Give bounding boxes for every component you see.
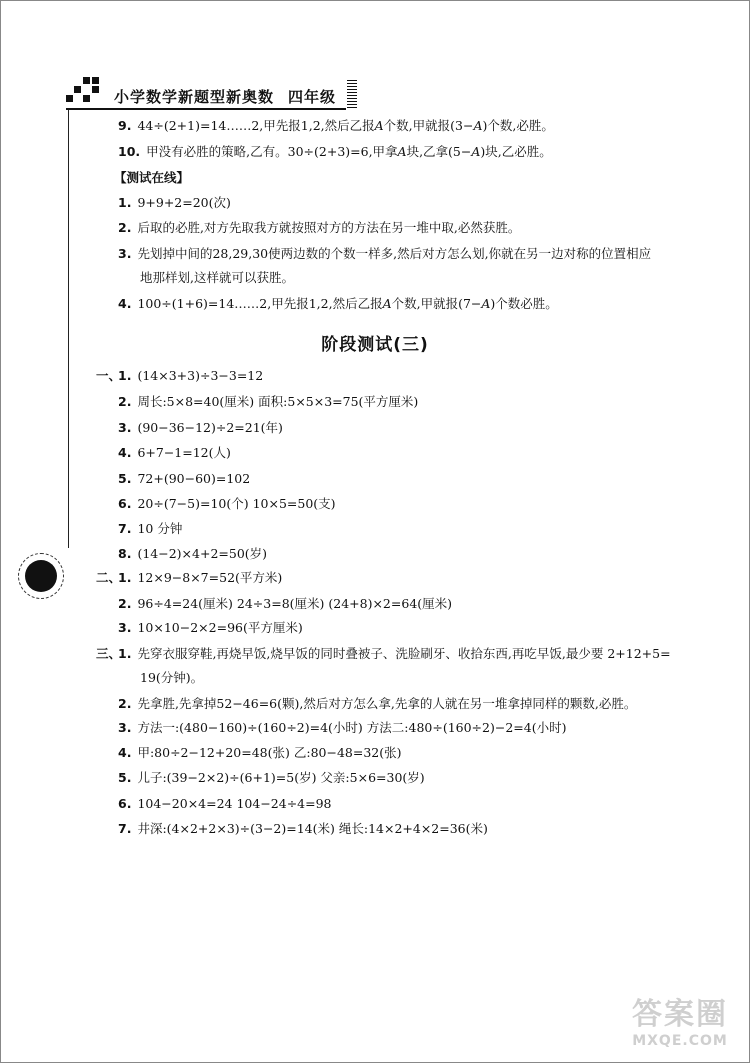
- item-text: 96÷4=24(厘米) 24÷3=8(厘米) (24+8)×2=64(厘米): [137, 596, 453, 611]
- item-text: (14×3+3)÷3−3=12: [137, 368, 264, 383]
- item-text: 周长:5×8=40(厘米) 面积:5×5×3=75(平方厘米): [137, 394, 419, 409]
- item-text: 12×9−8×7=52(平方米): [137, 570, 283, 585]
- item-number: 7.: [118, 521, 132, 536]
- book-series-title: 小学数学新题型新奥数: [114, 88, 275, 106]
- answer-item: [118, 521, 182, 537]
- answer-item: [118, 770, 425, 786]
- item-number: 1.: [118, 368, 132, 383]
- answer-item: [118, 471, 250, 487]
- item-number: 3.: [118, 720, 132, 735]
- item-number: 4.: [118, 745, 132, 760]
- item-number: 7.: [118, 821, 132, 836]
- online-test-item-4: 4. 100÷(1+6)=14……2,甲先报1,2,然后乙报A个数,甲就报(7−A)个数必胜。: [118, 296, 558, 311]
- item-text: 6+7−1=12(人): [137, 445, 231, 460]
- item-number: 1.: [118, 570, 132, 585]
- stage-test-title: 阶段测试(三): [321, 335, 429, 355]
- item-text: (14−2)×4+2=50(岁): [137, 546, 268, 561]
- answer-item-continuation: 19(分钟)。: [140, 670, 204, 685]
- header-rule: [66, 108, 346, 110]
- item-text: 方法一:(480−160)÷(160÷2)=4(小时) 方法二:480÷(160÷2)−2=4(小时): [137, 720, 567, 735]
- item-text: 104−20×4=24 104−24÷4=98: [137, 796, 332, 811]
- answer-item-10: 10. 甲没有必胜的策略,乙有。30÷(2+3)=6,甲拿A块,乙拿(5−A)块,乙必胜。: [118, 144, 552, 159]
- part-2-label: 二、: [96, 570, 122, 585]
- answer-item: [118, 445, 231, 461]
- answer-item: [118, 796, 332, 812]
- item-number: 5.: [118, 770, 132, 785]
- answer-item: [118, 368, 263, 384]
- site-watermark: [632, 989, 728, 1049]
- item-number: 4.: [118, 445, 132, 460]
- binding-hole-mark: [18, 553, 64, 599]
- item-text: 儿子:(39−2×2)÷(6+1)=5(岁) 父亲:5×6=30(岁): [137, 770, 425, 785]
- item-text: 井深:(4×2+2×3)÷(3−2)=14(米) 绳长:14×2+4×2=36(米): [137, 821, 488, 836]
- item-text: 10×10−2×2=96(平方厘米): [137, 620, 303, 635]
- item-number: 3.: [118, 620, 132, 635]
- online-test-item-3: 3. 先划掉中间的28,29,30使两边数的个数一样多,然后对方怎么划,你就在另一边对称的位置相应: [118, 246, 652, 261]
- book-title: [114, 86, 336, 107]
- part-1-label: 一、: [96, 368, 122, 383]
- item-text: 20÷(7−5)=10(个) 10×5=50(支): [137, 496, 336, 511]
- answer-item: [118, 745, 402, 761]
- item-number: 3.: [118, 420, 132, 435]
- answer-item: [118, 620, 303, 636]
- book-grade: 四年级: [288, 88, 337, 106]
- header-barcode-decoration: [347, 80, 357, 108]
- item-text: (90−36−12)÷2=21(年): [137, 420, 283, 435]
- item-text: 先穿衣服穿鞋,再烧早饭,烧早饭的同时叠被子、洗脸刷牙、收拾东西,再吃早饭,最少要 2+12+5=: [137, 646, 671, 661]
- item-number: 2.: [118, 696, 132, 711]
- online-test-item-1: 1. 9+9+2=20(次): [118, 195, 231, 210]
- online-test-item-2: 2. 后取的必胜,对方先取我方就按照对方的方法在另一堆中取,必然获胜。: [118, 220, 521, 235]
- online-test-item-3-cont: 地那样划,这样就可以获胜。: [140, 270, 294, 285]
- watermark-url: MXQE.COM: [632, 1033, 728, 1049]
- answer-item: [118, 646, 671, 662]
- item-text: 甲:80÷2−12+20=48(张) 乙:80−48=32(张): [137, 745, 402, 760]
- answer-item: [118, 394, 418, 410]
- item-text: 10 分钟: [137, 521, 183, 536]
- answer-item: [118, 546, 267, 562]
- item-number: 2.: [118, 394, 132, 409]
- answer-item: [118, 821, 488, 837]
- item-number: 2.: [118, 596, 132, 611]
- item-number: 6.: [118, 496, 132, 511]
- part-3-label: 三、: [96, 646, 122, 661]
- watermark-logo-text: 答案圈: [632, 997, 728, 1032]
- item-text: 先拿胜,先拿掉52−46=6(颗),然后对方怎么拿,先拿的人就在另一堆拿掉同样的颗数,必胜。: [137, 696, 637, 711]
- item-number: 1.: [118, 646, 132, 661]
- answer-item: [118, 570, 282, 586]
- answer-item: [118, 696, 636, 712]
- answer-item: [118, 496, 336, 512]
- answer-item: [118, 420, 283, 436]
- item-number: 6.: [118, 796, 132, 811]
- online-test-heading: 【测试在线】: [114, 170, 190, 185]
- item-number: 5.: [118, 471, 132, 486]
- book-logo-icon: [66, 77, 100, 107]
- item-text: 72+(90−60)=102: [137, 471, 251, 486]
- answer-item: [118, 720, 566, 736]
- answer-item-9: 9. 44÷(2+1)=14……2,甲先报1,2,然后乙报A个数,甲就报(3−A)个数,必胜。: [118, 118, 554, 133]
- answer-item: [118, 596, 452, 612]
- item-number: 8.: [118, 546, 132, 561]
- margin-line: [68, 110, 69, 548]
